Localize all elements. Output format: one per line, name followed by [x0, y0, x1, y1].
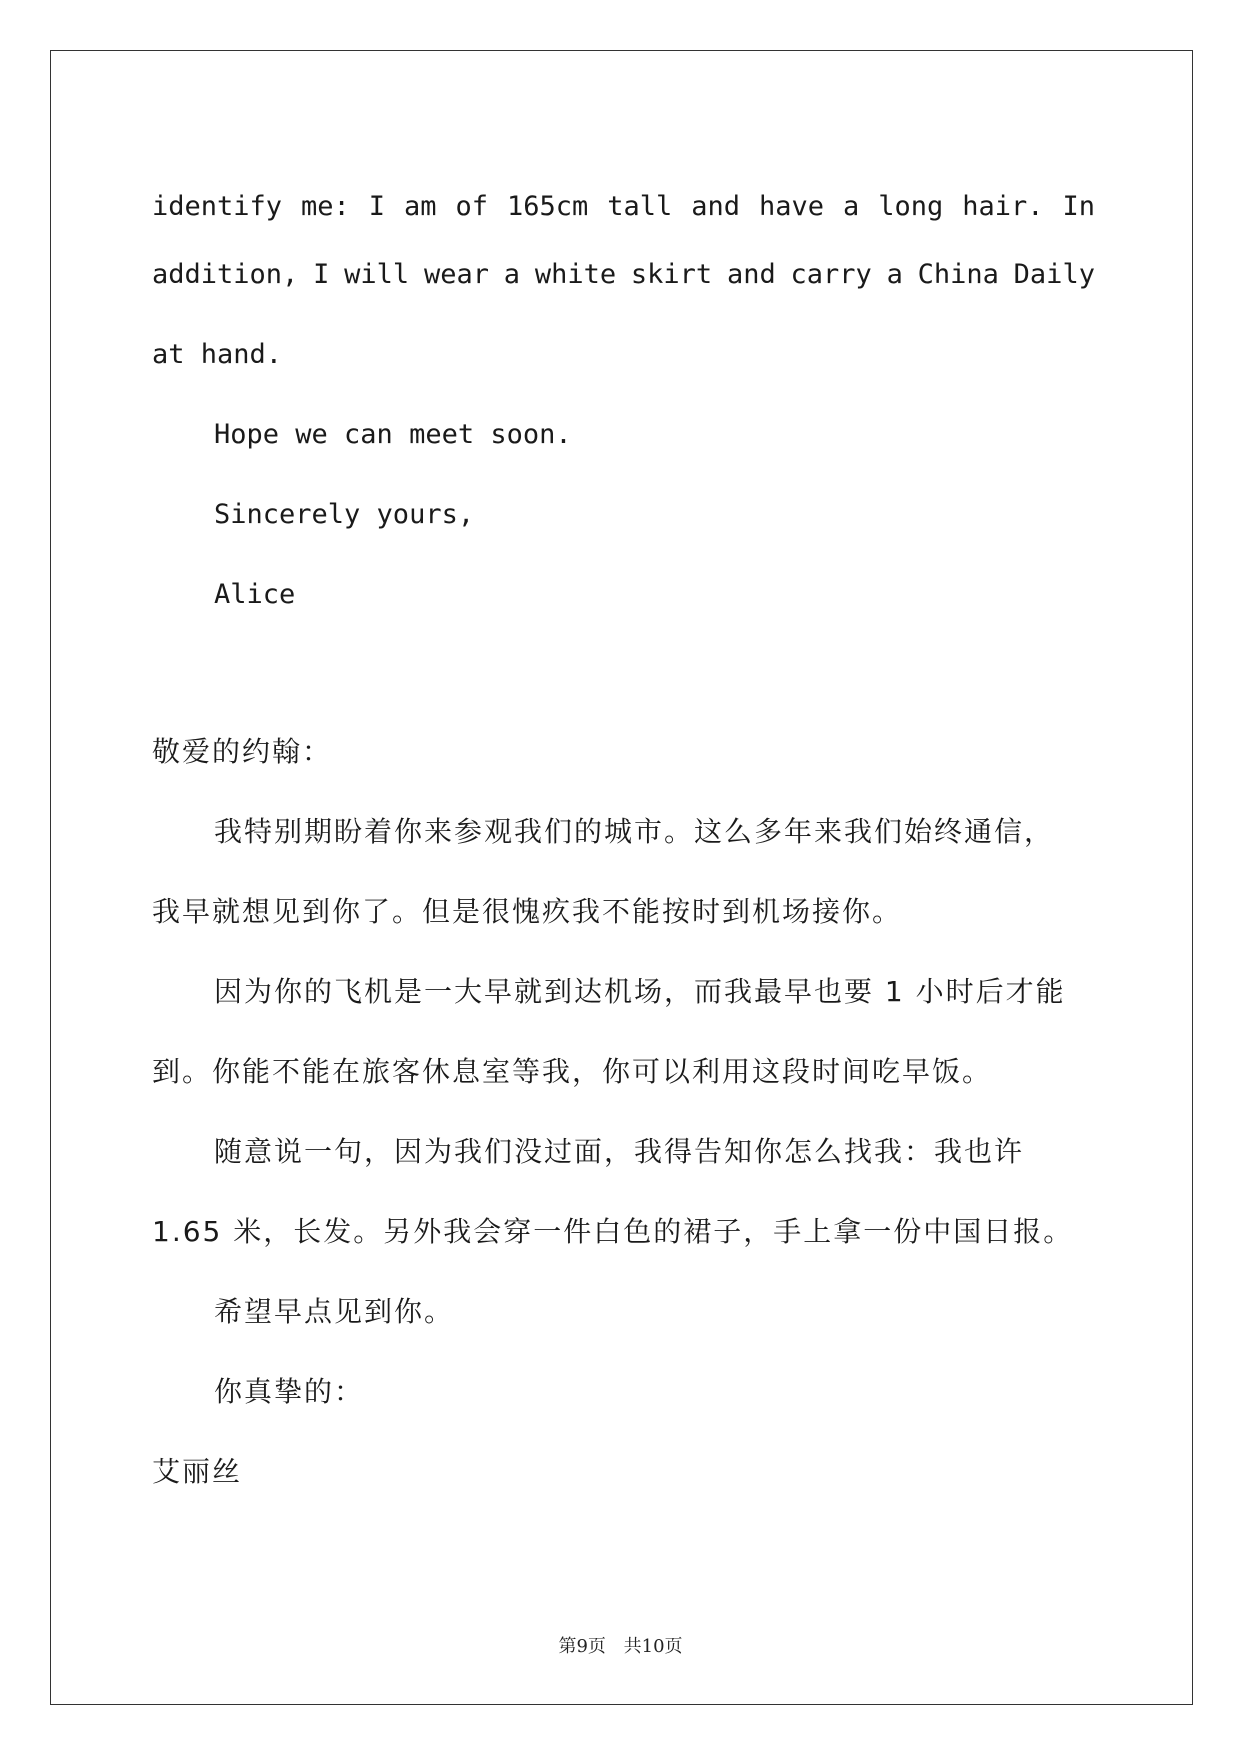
word: addition, — [152, 259, 299, 290]
word: and — [691, 191, 740, 222]
word: a — [842, 191, 860, 222]
zh-closing: 你真挚的： — [214, 1375, 365, 1408]
word: have — [758, 191, 824, 222]
word: me: — [301, 191, 350, 222]
zh-salutation: 敬爱的约翰： — [152, 735, 333, 768]
en-closing-hope: Hope we can meet soon. — [214, 419, 572, 450]
page-number-total: 共10页 — [623, 1636, 683, 1657]
word: wear — [423, 259, 489, 290]
word: hair. — [962, 191, 1044, 222]
word: In — [1062, 191, 1095, 222]
page-footer — [0, 1632, 1241, 1658]
zh-paragraph-2-line-1: 因为你的飞机是一大早就到达机场，而我最早也要 1 小时后才能 — [214, 975, 1066, 1008]
word: white — [534, 259, 617, 290]
word: identify — [152, 191, 283, 222]
zh-hope: 希望早点见到你。 — [214, 1295, 455, 1328]
en-body-line-2 — [152, 258, 1095, 292]
zh-paragraph-3-line-1: 随意说一句，因为我们没过面，我得告知你怎么找我：我也许 — [214, 1135, 1025, 1168]
en-body-line-1 — [152, 190, 1095, 224]
en-closing-sincerely: Sincerely yours, — [214, 499, 475, 530]
zh-paragraph-3-line-2: 1.65 米，长发。另外我会穿一件白色的裙子，手上拿一份中国日报。 — [152, 1215, 1074, 1248]
word: will — [344, 259, 410, 290]
word: China — [917, 259, 999, 290]
word: a — [503, 259, 521, 290]
word: of — [455, 191, 488, 222]
word: a — [886, 259, 903, 290]
word: carry — [790, 259, 872, 290]
zh-paragraph-1-line-1: 我特别期盼着你来参观我们的城市。这么多年来我们始终通信， — [214, 815, 1055, 848]
word: I — [368, 191, 386, 222]
en-body-line-3: at hand. — [152, 339, 283, 370]
zh-paragraph-2-line-2: 到。你能不能在旅客休息室等我，你可以利用这段时间吃早饭。 — [152, 1055, 993, 1088]
word: Daily — [1013, 259, 1095, 290]
word: long — [878, 191, 944, 222]
word: am — [404, 191, 437, 222]
word: skirt — [630, 259, 713, 290]
word: and — [726, 259, 776, 290]
en-signature: Alice — [214, 579, 296, 610]
word: I — [313, 259, 330, 290]
page-number-current: 第9页 — [558, 1636, 606, 1657]
zh-paragraph-1-line-2: 我早就想见到你了。但是很愧疚我不能按时到机场接你。 — [152, 895, 903, 928]
word: tall — [607, 191, 673, 222]
word: 165cm — [506, 191, 589, 222]
zh-signature: 艾丽丝 — [152, 1455, 243, 1488]
